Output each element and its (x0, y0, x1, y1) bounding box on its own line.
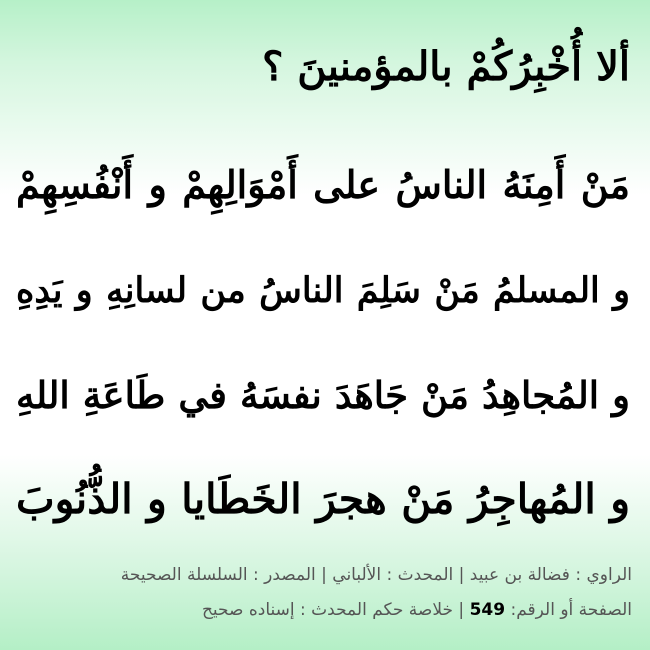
source-line-2 (18, 600, 632, 620)
source-ruling: | خلاصة حكم المحدث : إسناده صحيح (201, 600, 465, 620)
hadith-line-3: و المُجاهِدُ مَنْ جَاهَدَ نفسَهُ في طَاعَةِ اللهِ (16, 373, 630, 417)
source-page-label: الصفحة أو الرقم: (510, 600, 632, 620)
source-line-1: الراوي : فضالة بن عبيد | المحدث : الألباني | المصدر : السلسلة الصحيحة (120, 565, 632, 585)
hadith-line-1: مَنْ أَمِنَهُ الناسُ على أَمْوَالِهِمْ و أَنْفُسِهِمْ (16, 162, 630, 207)
hadith-line-2: و المسلمُ مَنْ سَلِمَ الناسُ من لسانِهِ و يَدِهِ (16, 270, 630, 311)
source-number: 549 (469, 600, 506, 620)
hadith-line-4: و المُهاجِرُ مَنْ هجرَ الخَطَايا و الذُّنُوبَ (16, 475, 630, 523)
hadith-heading: ألا أُخْبِرُكُمْ بالمؤمنينَ ؟ (262, 43, 630, 90)
